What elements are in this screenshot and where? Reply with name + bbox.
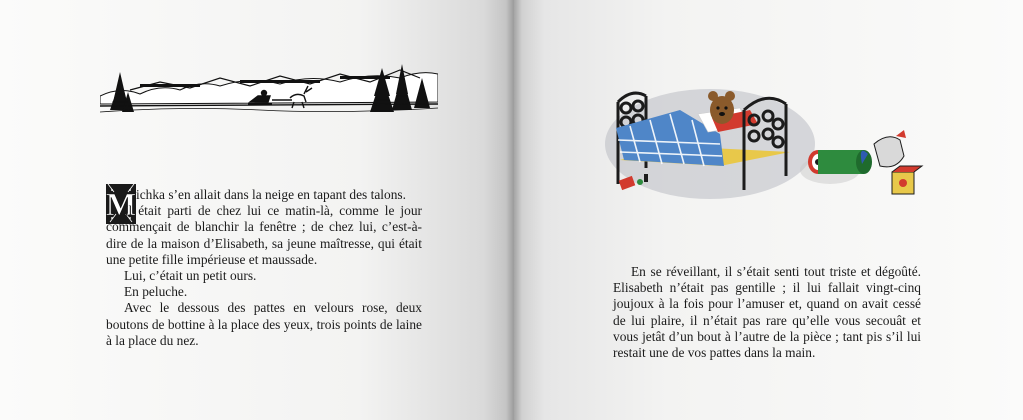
paragraph: Il était parti de chez lui ce matin-là, comme le jour commençait de blanchir la fenêtre ; de chez lui, c’est-à-dire de la maison d’Elisabeth, sa jeune maîtresse, qui était une petite fille impérieuse et maussade.: [106, 203, 422, 267]
dropcap-letter: M: [106, 186, 136, 222]
paragraph: ichka s’en allait dans la neige en tapant des talons.: [136, 187, 406, 202]
paragraph: En se réveillant, il s’était senti tout triste et dégoûté. Elisabeth n’était pas gentille ; il lui fallait vingt-cinq joujoux à la fois pour l’amuser et, quand on avait cessé de lui plaire, il n’était pas rare qu’elle vous secouât et vous jetât d’un bout à l’autre de la pièce ; tant pis s’il lui restait une de vos pattes dans la main.: [613, 264, 921, 361]
left-page-text: [106, 187, 422, 349]
paragraph: En peluche.: [124, 284, 188, 300]
bear-bed-illustration: [600, 74, 930, 204]
paragraph: Avec le dessous des pattes en velours rose, deux boutons de bottine à la place des yeux, trois points de laine à la place du nez.: [106, 300, 422, 348]
book-gutter: [506, 0, 522, 420]
paragraph: Lui, c’était un petit ours.: [124, 268, 257, 284]
right-page-text: [613, 264, 921, 361]
winter-landscape-illustration: [100, 56, 438, 120]
